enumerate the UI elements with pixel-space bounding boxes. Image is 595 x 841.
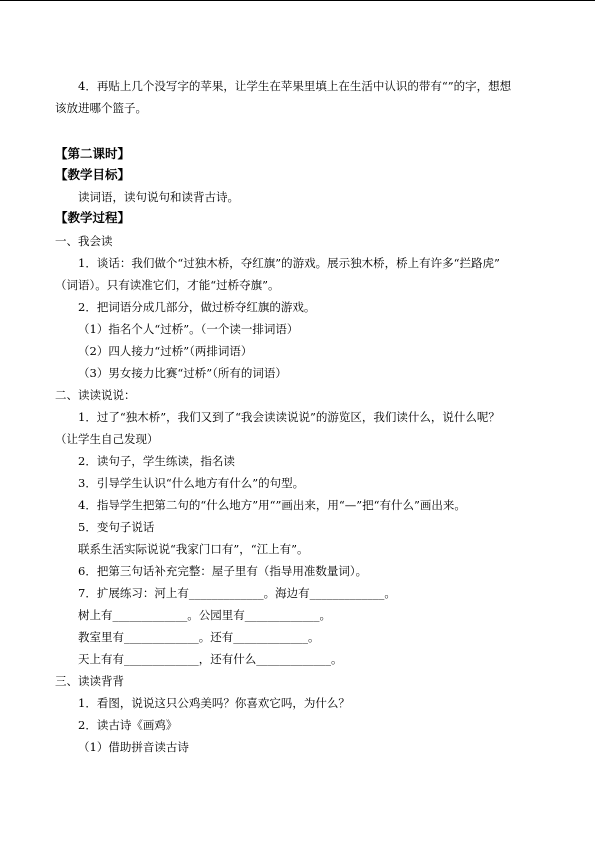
section-2-item-2: 2．读句子，学生练读，指名读	[78, 454, 235, 468]
section-3-sub-1: （1）借助拼音读古诗	[78, 740, 189, 754]
page-top-rule	[0, 0, 595, 1]
section-2-exercise-1: 树上有_____________。公园里有_____________。	[78, 608, 331, 622]
process-heading: 【教学过程】	[55, 210, 131, 225]
section-2-exercise-3: 天上有有_____________，还有什么_____________。	[78, 652, 343, 666]
section-2-item-5-text: 联系生活实际说说“我家门口有”，“江上有”。	[78, 542, 309, 556]
section-3-item-1: 1．看图，说说这只公鸡美吗？你喜欢它吗，为什么？	[78, 696, 350, 710]
paragraph-item-4-line-1: 4．再贴上几个没写字的苹果，让学生在苹果里填上在生活中认识的带有“”的字，想想	[78, 79, 512, 93]
section-2-exercise-2: 教室里有_____________。还有_____________。	[78, 630, 320, 644]
section-2-item-1-line-2: （让学生自己发现）	[55, 432, 159, 446]
section-2-item-4: 4．指导学生把第二句的“什么地方”用“”画出来，用“—”把“有什么”画出来。	[78, 498, 466, 512]
section-1-sub-2: （2）四人接力“过桥”（两排词语）	[78, 344, 253, 358]
section-1-item-2: 2．把词语分成几部分，做过桥夺红旗的游戏。	[78, 300, 316, 314]
section-2-item-7: 7．扩展练习：河上有_____________。海边有_____________。	[78, 586, 396, 600]
section-2-item-5: 5．变句子说话	[78, 520, 155, 534]
paragraph-item-4-line-2: 该放进哪个篮子。	[55, 101, 147, 115]
section-2-item-3: 3．引导学生认识“什么地方有什么”的句型。	[78, 476, 305, 490]
section-3-title: 三、读读背背	[55, 674, 124, 688]
goal-heading: 【教学目标】	[55, 167, 131, 182]
section-1-item-1-line-1: 1．谈话：我们做个“过独木桥，夺红旗”的游戏。展示独木桥，桥上有许多“拦路虎”	[78, 256, 500, 270]
goal-text: 读词语，读句说句和读背古诗。	[78, 190, 239, 204]
lesson-title: 【第二课时】	[55, 146, 131, 161]
section-2-title: 二、读读说说：	[55, 388, 136, 402]
section-3-item-2: 2．读古诗《画鸡》	[78, 718, 178, 732]
section-2-item-6: 6．把第三句话补充完整：屋子里有（指导用准数量词）。	[78, 564, 368, 578]
section-2-item-1-line-1: 1．过了“独木桥”，我们又到了“我会读读说说”的游览区，我们读什么，说什么呢？	[78, 410, 500, 424]
section-1-title: 一、我会读	[55, 234, 113, 248]
section-1-sub-1: （1）指名个人“过桥”。（一个读一排词语）	[78, 322, 299, 336]
section-1-item-1-line-2: （词语）。只有读准它们，才能“过桥夺旗”。	[55, 278, 280, 292]
section-1-sub-3: （3）男女接力比赛“过桥”（所有的词语）	[78, 366, 287, 380]
